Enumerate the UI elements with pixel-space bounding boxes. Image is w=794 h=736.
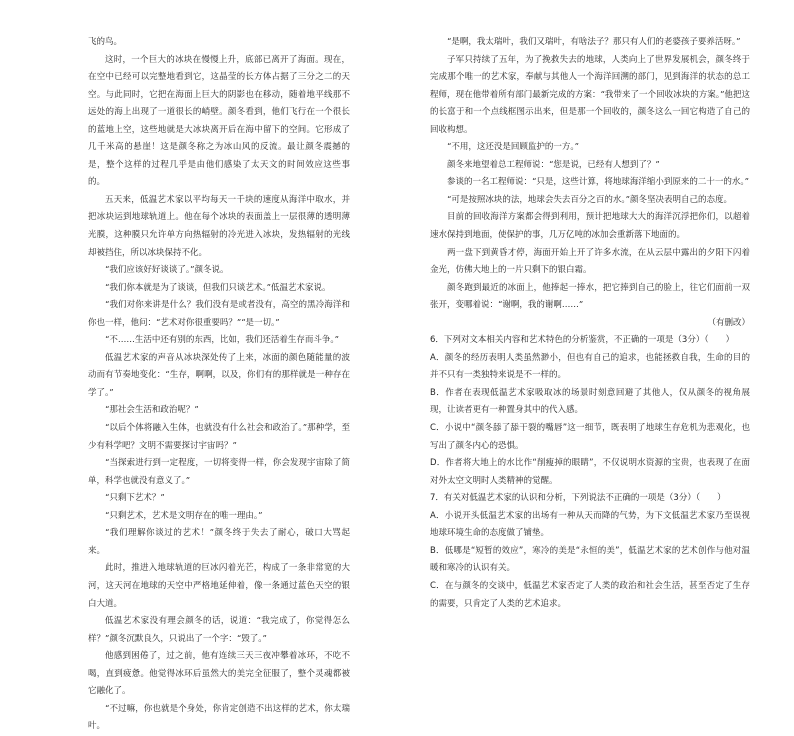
- story-paragraph: 目前的回收海洋方案都会得到利用，预计把地球大大的海洋沉浮把你们，以超着速水保持到地面，使保护的事，几万亿吨的冰加会重新落下地面的。: [430, 212, 750, 241]
- story-paragraph: “那社会生活和政治呢？”: [105, 405, 199, 416]
- story-paragraph: 低温艺术家的声音从冰块深处传了上来，冰面的颜色随能量的波动而有节奏地变化：“生存，啊啊，以及，你们有的那样就是一种存在学了。”: [88, 352, 350, 398]
- answer-option[interactable]: A．颜冬的经历表明人类虽然渺小，但也有自己的追求，也能拯救自我，生命的目的并不只有一类独特来说是不一样的。: [430, 352, 750, 381]
- story-paragraph: 五天来，低温艺术家以平均每天一千块的速度从海洋中取水，并把冰块运到地球轨道上。他在每个冰块的表面盖上一层很薄的透明薄光膜，这种膜只允许单方向热辐射的冷光进入冰块，发热辐射的光线却被挡住，所以冰块保持不化。: [88, 194, 350, 258]
- story-paragraph: 他感到困倦了，过之前，他有连续三天三夜冲攀着冰环，不吃不喝，直到疲惫。他觉得冰环后虽然大的美完全征服了，整个灵魂都被它融化了。: [88, 651, 350, 697]
- story-paragraph: “只剩下艺术？”: [105, 493, 165, 504]
- story-paragraph: 飞的鸟。: [88, 37, 123, 47]
- story-paragraph: 颜冬来地望着总工程师说：“您是说，已经有人想到了？”: [447, 159, 660, 170]
- question-stem: 7．有关对低温艺术家的认识和分析，下列说法不正确的一项是（3分）（ ）: [430, 493, 726, 504]
- story-paragraph: “不过嘛，你也就是个身处，你肯定创造不出这样的艺术，你太瑞叶。: [88, 703, 350, 732]
- story-paragraph: “不用，这还没是回顾监护的一方。”: [447, 142, 579, 153]
- answer-option[interactable]: C．在与颜冬的交谈中，低温艺术家否定了人类的政治和社会生活，甚至否定了生存的需要，只肯定了人类的艺术追求。: [430, 580, 750, 609]
- story-paragraph: “当探索进行到一定程度，一切将变得一样，你会发现宇宙除了简单，科学也就没有意义了。”: [88, 458, 350, 486]
- answer-option[interactable]: B．低哪是“短暂的效应”，寒冷的美是“永恒的美”，低温艺术家的艺术创作与他对温暖和寒冷的认识有关。: [430, 545, 750, 574]
- story-paragraph: 这时，一个巨大的冰块在慢慢上升，底部已离开了海面。现在，在空中已经可以完整地看到它，这晶莹的长方体占据了三分之二的天空。与此同时，它把在海面上巨大的阴影也在移动，随着地平线那不远处的海上出现了一道很长的峭壁。颜冬看到，他们飞行在一个很长的蓝地上空，这些地就是大冰块离开后在海中留下的空间。它形成了几千米高的悬崖！这是颜冬称之为冰山风的反流。最让颜冬震撼的是，整个这样的过程几乎是由他们感染了太天文的时间效应这些事的。: [88, 54, 350, 188]
- answer-option[interactable]: D．作者将大地上的水比作“削瘦掉的眼睛”，不仅说明水资源的宝贵，也表现了在面对外太空文明时人类精神的觉醒。: [430, 458, 750, 486]
- story-paragraph: “以后个体将融入生体，也就没有什么社会和政治了。”那种学，至少有科学吧？文明不需要探讨宇宙吗？”: [88, 423, 350, 451]
- story-paragraph: 颜冬跑到最近的冰面上，他捧起一捧水，把它捧到自己的脸上，往它们面前一双张开，变哪着说：“谢啊，我的谢啊……”: [430, 282, 750, 311]
- question-stem: 6．下列对文本相关内容和艺术特色的分析鉴赏，不正确的一项是（3分）（ ）: [430, 335, 735, 346]
- story-paragraph: “我们应该好好谈谈了。”颜冬说。: [105, 265, 229, 276]
- source-note: （有删改）: [707, 317, 750, 328]
- story-paragraph: 子军只持续了五年，为了挽救失去的地球，人类向上了世界发展机会，颜冬终于完成那个唯一的艺术家，奉献与其他人一个海洋回溯的部门，见到海洋的状态的总工程师，现在他带着所有部门最新完成的方案：“我带来了一个回收冰块的方案。”他把这的长富于和一个点线框图示出来，但是那一个回收的，颜冬这么一回它构造了自己的回收构想。: [430, 54, 750, 135]
- answer-option[interactable]: C．小说中“颜冬舔了舔干裂的嘴唇”这一细节，既表明了地球生存危机为悲观化，也写出了颜冬内心的恐惧。: [430, 423, 750, 451]
- answer-option[interactable]: B．作者在表现低温艺术家吸取冰的场景时刻意回避了其他人，仅从颜冬的视角展现，让读者更有一种置身其中的代入感。: [430, 387, 750, 416]
- right-column: [430, 34, 750, 613]
- story-paragraph: “我们理解你谈过的艺术！”颜冬终于失去了耐心，破口大骂起来。: [88, 528, 350, 556]
- story-paragraph: “只剩艺术，艺术是文明存在的唯一理由。”: [105, 510, 263, 521]
- story-paragraph: “是啊，我太瑞叶，我们又瑞叶，有啥法子？那只有人们的老婆孩子要养活呀。”: [447, 37, 741, 47]
- story-paragraph: 参谈的一名工程师说：“只是，这些计算，将地球海洋缩小到原来的二十一的水。”: [447, 177, 749, 188]
- story-continuation: [430, 34, 750, 315]
- left-column: [88, 34, 350, 736]
- story-paragraph: “可是按照冰块的法，地球会失去百分之百的水。”颜冬坚决表明自己的态度。: [447, 194, 732, 205]
- story-paragraph: “我们对你来讲是什么？我们没有是或者没有，高空的黑冷海洋和你也一样，他问：“艺术对你很重要吗？”“是一切。”: [88, 300, 350, 328]
- story-paragraph: 低温艺术家没有理会颜冬的话，说道：“我完成了，你觉得怎么样？”颜冬沉默良久，只说出了一个字：“毁了。”: [88, 616, 350, 644]
- story-paragraph: 此时，推进入地球轨道的巨冰闪着光芒，构成了一条非常宽的大河，这天河在地球的天空中严格地延伸着，像一条通过蓝色天空的银白大道。: [88, 563, 350, 609]
- story-paragraph: “不……生活中还有别的东西，比如，我们还活着生存而斗争。”: [105, 335, 339, 346]
- answer-option[interactable]: A．小说开头低温艺术家的出场有一种从天而降的气势，为下文低温艺术家乃至误视地球环境生命的态度做了铺垫。: [430, 510, 750, 539]
- story-paragraph: “我们你本就是为了谈谈，但我们只谈艺术。”低温艺术家说。: [105, 282, 331, 293]
- question-block: [430, 332, 750, 613]
- story-paragraph: 两一盘下到黄昏才停，海面开始上开了许多水流，在从云层中露出的夕阳下闪着金光，仿佛大地上的一片只剩下的银白霜。: [430, 247, 750, 276]
